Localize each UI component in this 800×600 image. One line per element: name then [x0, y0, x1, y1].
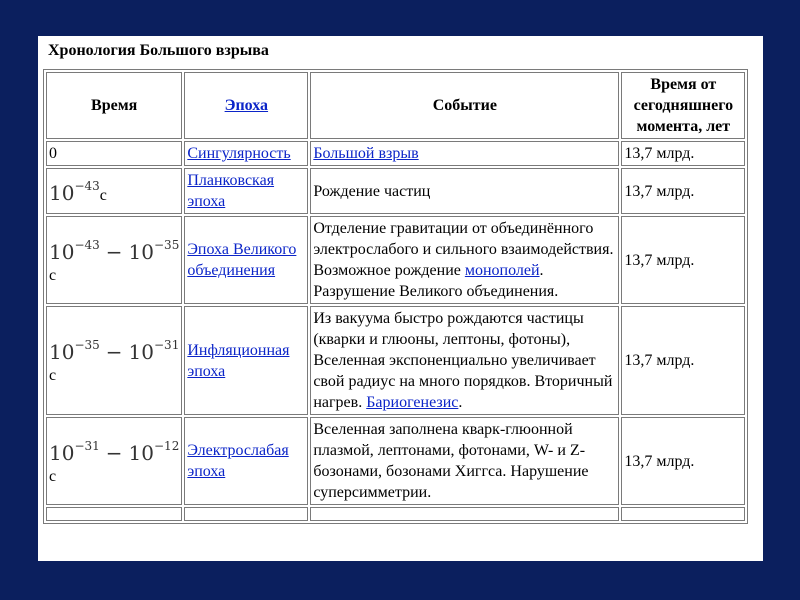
- event-text: Отделение гравитации от объединённого электрослабого и сильного взаимодействия. Возможное рождение: [313, 220, 614, 279]
- minus-sign: −: [105, 440, 123, 465]
- power-exponent: −35: [154, 237, 180, 252]
- minus-sign: −: [105, 239, 123, 264]
- power-exponent: −31: [74, 438, 100, 453]
- epoch-link-inflation[interactable]: Инфляционная эпоха: [187, 341, 290, 380]
- power-base: 10: [49, 340, 75, 364]
- power-exponent: −43: [74, 179, 100, 193]
- time-formula: [49, 237, 180, 264]
- cell-time: [46, 168, 182, 214]
- power-exponent: −35: [74, 338, 100, 352]
- cell-empty: [46, 507, 182, 521]
- header-event: Событие: [310, 72, 619, 139]
- cell-epoch: [184, 141, 308, 166]
- time-formula: [49, 340, 179, 364]
- header-epoch-link[interactable]: Эпоха: [224, 97, 269, 114]
- cell-ago: 13,7 млрд.: [621, 306, 745, 415]
- cell-event: Рождение частиц: [310, 168, 619, 214]
- table-row-partial: [46, 507, 745, 521]
- power-base: 10: [49, 440, 75, 465]
- header-row: [46, 72, 745, 139]
- cell-epoch: [184, 306, 308, 415]
- event-link-baryogenesis[interactable]: Бариогенезис: [366, 394, 459, 411]
- cell-empty: [184, 507, 308, 521]
- event-text: .: [458, 394, 463, 411]
- cell-time: [46, 306, 182, 415]
- power-exponent: −43: [74, 237, 100, 252]
- cell-event: [310, 306, 619, 415]
- power-base: 10: [49, 181, 75, 205]
- document-page: [38, 36, 763, 561]
- cell-ago: 13,7 млрд.: [621, 141, 745, 166]
- cell-event: [310, 141, 619, 166]
- power-exponent: −12: [154, 438, 180, 453]
- time-unit: с: [49, 266, 57, 284]
- epoch-link-singularity[interactable]: Сингулярность: [187, 145, 291, 162]
- cell-epoch: [184, 216, 308, 304]
- power-base: 10: [128, 440, 154, 465]
- time-unit: с: [49, 467, 57, 485]
- epoch-link-planck[interactable]: Планковская эпоха: [187, 172, 275, 210]
- table-row: [46, 141, 745, 166]
- time-formula: [49, 438, 180, 465]
- cell-empty: [621, 507, 745, 521]
- cell-epoch: [184, 168, 308, 214]
- time-unit: с: [49, 367, 57, 384]
- cell-event: [310, 216, 619, 304]
- cell-ago: 13,7 млрд.: [621, 216, 745, 304]
- cell-ago: 13,7 млрд.: [621, 417, 745, 505]
- epoch-link-electroweak[interactable]: Электрослабая эпоха: [187, 442, 289, 480]
- epoch-link-grand-unification[interactable]: Эпоха Великого объединения: [187, 241, 297, 279]
- table-row: [46, 417, 745, 505]
- table-row: [46, 306, 745, 415]
- time-formula: [49, 181, 100, 205]
- cell-event: Вселенная заполнена кварк-глюонной плазмой, лептонами, фотонами, W- и Z-бозонами, бозонами Хиггса. Нарушение суперсимметрии.: [310, 417, 619, 505]
- power-base: 10: [128, 340, 154, 364]
- cell-epoch: [184, 417, 308, 505]
- header-ago: Время от сегодняшнего момента, лет: [621, 72, 745, 139]
- cell-time: [46, 417, 182, 505]
- cell-time: 0: [46, 141, 182, 166]
- big-bang-chronology-table: [43, 69, 748, 524]
- power-base: 10: [49, 239, 75, 264]
- cell-empty: [310, 507, 619, 521]
- table-caption: Хронология Большого взрыва: [48, 42, 269, 59]
- cell-ago: 13,7 млрд.: [621, 168, 745, 214]
- header-epoch: [184, 72, 308, 139]
- event-text: . Разрушение Великого объединения.: [313, 262, 559, 300]
- table-row: [46, 216, 745, 304]
- power-exponent: −31: [154, 338, 180, 352]
- event-link-monopoles[interactable]: монополей: [464, 262, 540, 279]
- table-row: [46, 168, 745, 214]
- power-base: 10: [128, 239, 154, 264]
- cell-time: [46, 216, 182, 304]
- event-link-big-bang[interactable]: Большой взрыв: [313, 145, 419, 162]
- event-text: Из вакуума быстро рождаются частицы (кварки и глюоны, лептоны, фотоны), Вселенная экспоненциально увеличивает свой радиус на много порядков. Вторичный нагрев.: [313, 310, 613, 411]
- minus-sign: −: [105, 340, 123, 364]
- time-unit: с: [99, 187, 107, 204]
- header-time: Время: [46, 72, 182, 139]
